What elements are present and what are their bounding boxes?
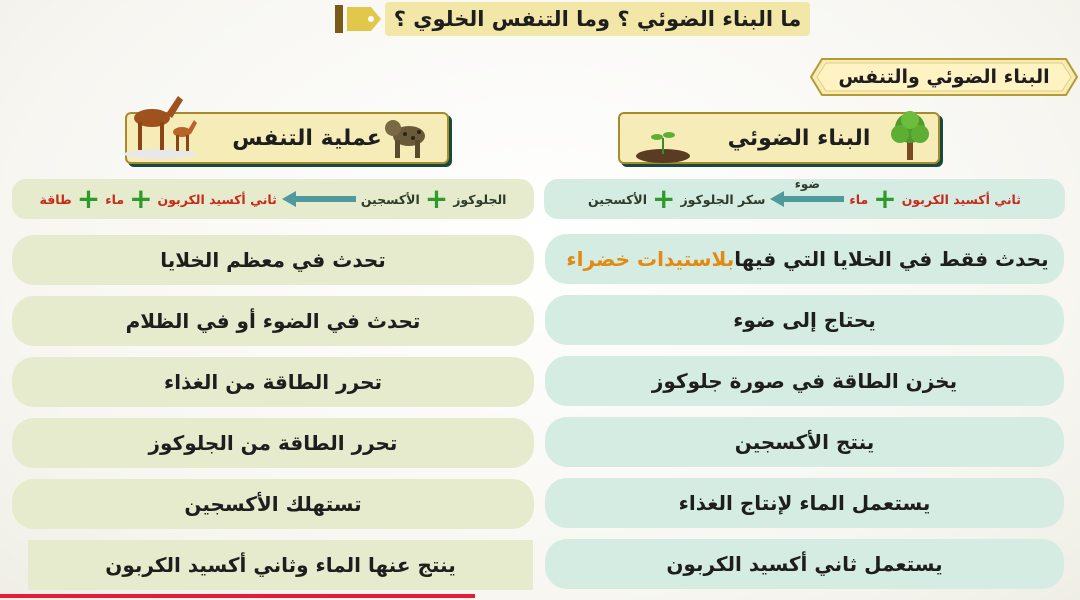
photosynthesis-row — [545, 539, 1064, 589]
row-text: يخزن الطاقة في صورة جلوكوز — [651, 369, 958, 393]
eq-resp-product-2: ماء — [105, 191, 125, 207]
row-text: يحتاج إلى ضوء — [733, 308, 876, 332]
eq-resp-product-3: طاقة — [39, 191, 72, 207]
section-title: البناء الضوئي والتنفس — [838, 66, 1050, 88]
eq-resp-reactant-1: الجلوكوز — [453, 191, 507, 207]
leopard-icon — [381, 110, 433, 160]
respiration-row — [12, 479, 534, 529]
row-text: يستعمل الماء لإنتاج الغذاء — [678, 491, 931, 515]
eq-photo-condition: ضوء — [794, 177, 821, 191]
row-text: تحدث في الضوء أو في الظلام — [125, 309, 421, 333]
photosynthesis-equation — [544, 179, 1065, 219]
tag-icon — [333, 3, 385, 35]
row-text: تحرر الطاقة من الغذاء — [163, 370, 383, 394]
plus-icon: + — [652, 182, 676, 215]
respiration-row — [12, 235, 534, 285]
question-text: ما البناء الضوئي ؟ وما التنفس الخلوي ؟ — [393, 7, 802, 31]
eq-photo-product-2: الأكسجين — [588, 191, 647, 207]
tree-icon — [886, 110, 934, 162]
photosynthesis-row — [545, 234, 1064, 284]
respiration-row — [12, 296, 534, 346]
respiration-row — [12, 418, 534, 468]
photosynthesis-row — [545, 295, 1064, 345]
row-text: تستهلك الأكسجين — [184, 492, 362, 516]
row-text: يحدث فقط في الخلايا التي فيها — [734, 247, 1049, 271]
row-text: ينتج عنها الماء وثاني أكسيد الكربون — [105, 553, 456, 577]
plus-icon: + — [424, 182, 449, 215]
row-highlight: بلاستيدات خضراء — [566, 247, 735, 271]
arrow-left-icon — [770, 191, 844, 207]
eq-photo-product-1: سكر الجلوكوز — [680, 191, 766, 207]
plus-icon: + — [873, 182, 897, 215]
respiration-equation — [12, 179, 534, 219]
seedling-icon — [632, 124, 694, 164]
respiration-row — [28, 540, 533, 590]
eq-resp-product-1: ثاني أكسيد الكربون — [157, 191, 277, 207]
row-text: ينتج الأكسجين — [734, 430, 875, 454]
photosynthesis-title: البناء الضوئي — [727, 125, 871, 151]
question-banner — [385, 2, 810, 36]
respiration-row — [12, 357, 534, 407]
section-banner — [810, 58, 1078, 96]
horse-icon — [120, 88, 200, 160]
row-text: تحرر الطاقة من الجلوكوز — [148, 431, 398, 455]
respiration-title: عملية التنفس — [232, 125, 382, 151]
eq-photo-reactant-2: ماء — [849, 191, 869, 207]
row-text: تحدث في معظم الخلايا — [160, 248, 386, 272]
photosynthesis-row — [545, 417, 1064, 467]
eq-resp-reactant-2: الأكسجين — [360, 191, 420, 207]
plus-icon: + — [76, 182, 101, 215]
arrow-left-icon — [282, 191, 356, 207]
plus-icon: + — [129, 182, 153, 215]
photosynthesis-row — [545, 478, 1064, 528]
eq-photo-reactant-1: ثاني أكسيد الكربون — [901, 191, 1021, 207]
photosynthesis-row — [545, 356, 1064, 406]
row-text: يستعمل ثاني أكسيد الكربون — [666, 552, 943, 576]
video-progress-bar[interactable] — [0, 594, 475, 598]
